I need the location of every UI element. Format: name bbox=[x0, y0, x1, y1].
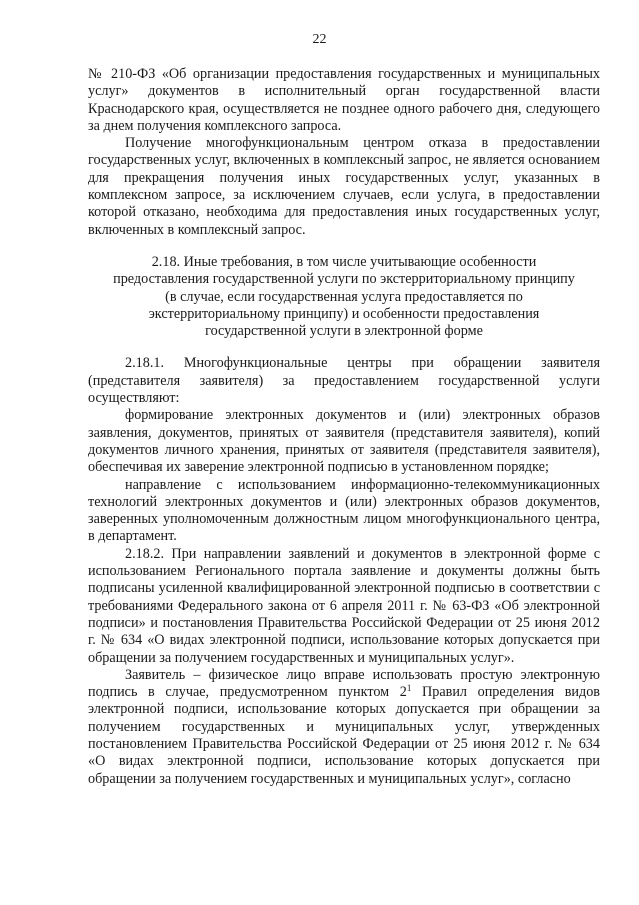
page-number: 22 bbox=[312, 32, 327, 47]
paragraph-refusal-note: Получение многофункциональным центром отказа в предоставлении государственных услуг, включенных в комплексный запрос, не является основанием для прекращения получения иных государственных услуг, указанных в комплексном запросе, за исключением случаев, если услуга, в предоставлении которой отказано, необходима для предоставления иных государственных услуг, включенных в комплексный запрос. bbox=[88, 135, 600, 238]
paragraph-2-18-2: 2.18.2. При направлении заявлений и документов в электронной форме с использованием Регионального портала заявление и документы должны быть подписаны усиленной квалифицированной электронной подписью в соответствии с требованиями Федерального закона от 6 апреля 2011 г. № 63-ФЗ «Об электронной подписи» и постановления Правительства Российской Федерации от 25 июня 2012 г. № 634 «О видах электронной подписи, использование которых допускается при обращении за получением государственных и муниципальных услуг». bbox=[88, 545, 600, 666]
superscript-footnote: 1 bbox=[406, 683, 412, 694]
paragraph-text-part: Правил определения видов электронной подписи, использование которых допускается при обращении за получением государственных и муниципальных услуг, утвержденных постановлением Правительства Российской Федерации от 25 июня 2012 г. № 634 «О видах электронной подписи, использование которых допускается при обращении за получением государственных и муниципальных услуг», согласно bbox=[88, 684, 601, 787]
paragraph-2-18-1: 2.18.1. Многофункциональные центры при обращении заявителя (представителя заявителя) за предоставлением государственной услуги осуществляют: bbox=[88, 355, 600, 407]
section-heading-2-18: 2.18. Иные требования, в том числе учитывающие особенности предоставления государственной услуги по экстерриториальному принципу (в случае, если государственная услуга предоставляется по экстерриториальному принципу) и особенности предоставления государственной услуги в электронной форме bbox=[113, 253, 575, 340]
paragraph-continuation: № 210-ФЗ «Об организации предоставления государственных и муниципальных услуг» документов в исполнительный орган государственной власти Краснодарского края, осуществляется не позднее одного рабочего дня, следующего за днем получения комплексного запроса. bbox=[88, 66, 600, 134]
paragraph-sending-documents: направление с использованием информационно-телекоммуникационных технологий электронных документов и (или) электронных образов документов, заверенных уполномоченным должностным лицом многофункционального центра, в департамент. bbox=[88, 476, 600, 545]
paragraph-simple-signature bbox=[88, 667, 600, 788]
spacer bbox=[88, 340, 600, 355]
document-body bbox=[88, 66, 600, 788]
paragraph-text-part: Заявитель – физическое лицо вправе использовать простую электронную подпись в случае, предусмотренном пунктом 2 bbox=[88, 666, 600, 701]
spacer bbox=[88, 239, 600, 254]
paragraph-forming-documents: формирование электронных документов и (или) электронных образов заявления, документов, принятых от заявителя (представителя заявителя), копий документов личного хранения, принятых от заявителя (представителя заявителя), обеспечивая их заверение электронной подписью в установленном порядке; bbox=[88, 407, 600, 476]
